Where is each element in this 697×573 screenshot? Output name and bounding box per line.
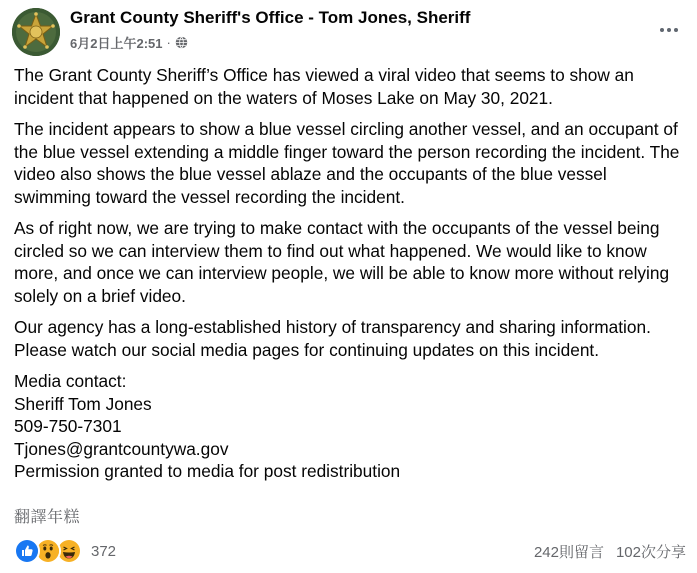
post-paragraph: Our agency has a long-established history of transparency and sharing information. Please watch our social media pages for continuing updates on this incident.	[14, 317, 651, 360]
post-timestamp[interactable]: 6月2日上午2:51	[70, 36, 163, 51]
contact-heading: Media contact:	[14, 371, 127, 391]
contact-email: Tjones@grantcountywa.gov	[14, 438, 229, 459]
post-paragraph: The incident appears to show a blue vessel circling another vessel, and an occupant of the blue vessel extending a middle finger toward the person recording the incident. The video also shows the blue vessel ablaze and the occupants of the blue vessel swimming toward the vessel recording the incident.	[14, 119, 680, 207]
translate-link[interactable]: 翻譯年糕	[14, 509, 81, 526]
more-options-icon[interactable]	[651, 16, 687, 44]
post-paragraph: The Grant County Sheriff’s Office has viewed a viral video that seems to show an incident that happened on the waters of Moses Lake on May 30, 2021.	[14, 65, 634, 108]
contact-permission: Permission granted to media for post redistribution	[14, 461, 401, 481]
sheriff-star-badge-icon	[12, 8, 60, 56]
engagement-stats	[534, 541, 686, 562]
reactions-summary[interactable]	[14, 538, 116, 564]
page-name-link[interactable]: Grant County Sheriff's Office - Tom Jones, Sheriff	[70, 8, 471, 27]
contact-phone: 509-750-7301	[14, 416, 122, 436]
post-meta	[70, 33, 188, 52]
post-footer	[14, 538, 686, 566]
post-body	[14, 64, 686, 483]
contact-name: Sheriff Tom Jones	[14, 393, 152, 414]
post-header	[12, 6, 687, 54]
comments-count-link[interactable]: 242則留言	[533, 544, 604, 561]
post-paragraph: As of right now, we are trying to make contact with the occupants of the vessel being circled so we can interview them to find out what happened. We would like to know more, and once we can interview people, we will be able to know more without relying solely on a brief video.	[14, 218, 670, 306]
globe-icon[interactable]	[175, 36, 188, 49]
shares-count-link[interactable]: 102次分享	[615, 544, 686, 561]
reaction-count[interactable]: 372	[91, 542, 117, 560]
media-contact-block	[14, 370, 686, 483]
like-icon	[14, 538, 40, 564]
page-avatar[interactable]	[12, 8, 60, 56]
meta-separator: ·	[166, 35, 171, 50]
